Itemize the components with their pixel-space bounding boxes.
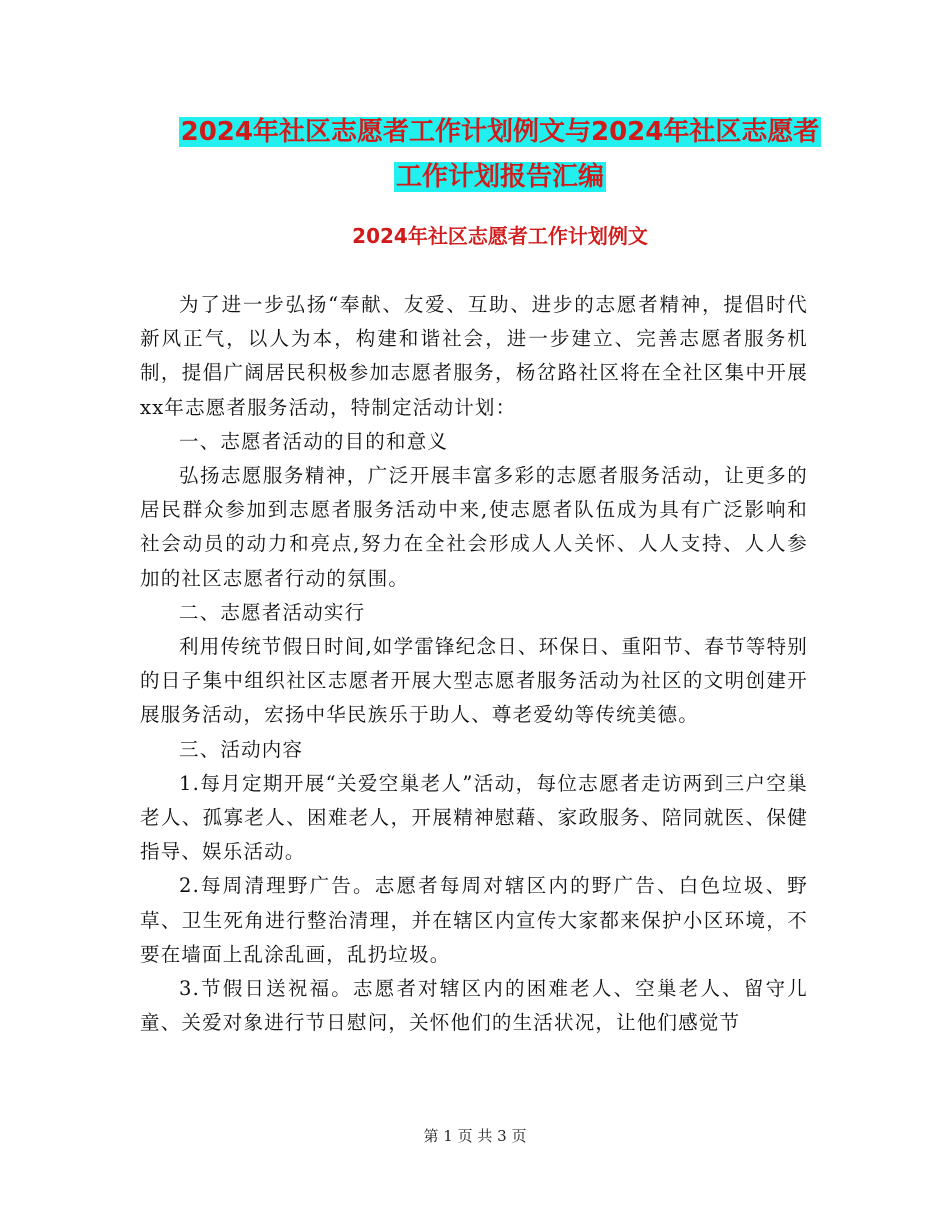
- paragraph-implementation: 利用传统节假日时间,如学雷锋纪念日、环保日、重阳节、春节等特别的日子集中组织社区志愿者开展大型志愿者服务活动为社区的文明创建开展服务活动，宏扬中华民族乐于助人、尊老爱幼等传统美德。: [140, 635, 808, 727]
- paragraph-item-2: 2.每周清理野广告。志愿者每周对辖区内的野广告、白色垃圾、野草、卫生死角进行整治清理，并在辖区内宣传大家都来保护小区环境，不要在墙面上乱涂乱画，乱扔垃圾。: [140, 874, 808, 966]
- document-body: [140, 288, 808, 1040]
- paragraph-item-1: 1.每月定期开展“关爱空巢老人”活动，每位志愿者走访两到三户空巢老人、孤寡老人、困难老人，开展精神慰藉、家政服务、陪同就医、保健指导、娱乐活动。: [140, 771, 808, 864]
- section-title: 2024年社区志愿者工作计划例文: [352, 224, 648, 248]
- heading-purpose: 一、志愿者活动的目的和意义: [179, 429, 449, 453]
- document-title: [140, 110, 860, 200]
- paragraph-item-3: 3.节假日送祝福。志愿者对辖区内的困难老人、空巢老人、留守儿童、关爱对象进行节日慰问，关怀他们的生活状况，让他们感觉节: [140, 977, 808, 1035]
- paragraph-purpose: 弘扬志愿服务精神，广泛开展丰富多彩的志愿者服务活动，让更多的居民群众参加到志愿者服务活动中来,使志愿者队伍成为具有广泛影响和社会动员的动力和亮点,努力在全社会形成人人关怀、人人支持、人人参加的社区志愿者行动的氛围。: [140, 464, 808, 590]
- heading-implementation: 二、志愿者活动实行: [179, 600, 366, 624]
- paragraph-intro: 为了进一步弘扬“奉献、友爱、互助、进步的志愿者精神，提倡时代新风正气，以人为本，构建和谐社会，进一步建立、完善志愿者服务机制，提倡广阔居民积极参加志愿者服务，杨岔路社区将在全社区集中开展xx年志愿者服务活动，特制定活动计划：: [140, 293, 808, 419]
- document-title-line-1: 2024年社区志愿者工作计划例文与2024年社区志愿者: [180, 117, 820, 147]
- document-title-line-2: 工作计划报告汇编: [395, 162, 604, 192]
- page-footer: 第 1 页 共 3 页: [423, 1127, 527, 1145]
- heading-content: 三、活动内容: [179, 737, 304, 761]
